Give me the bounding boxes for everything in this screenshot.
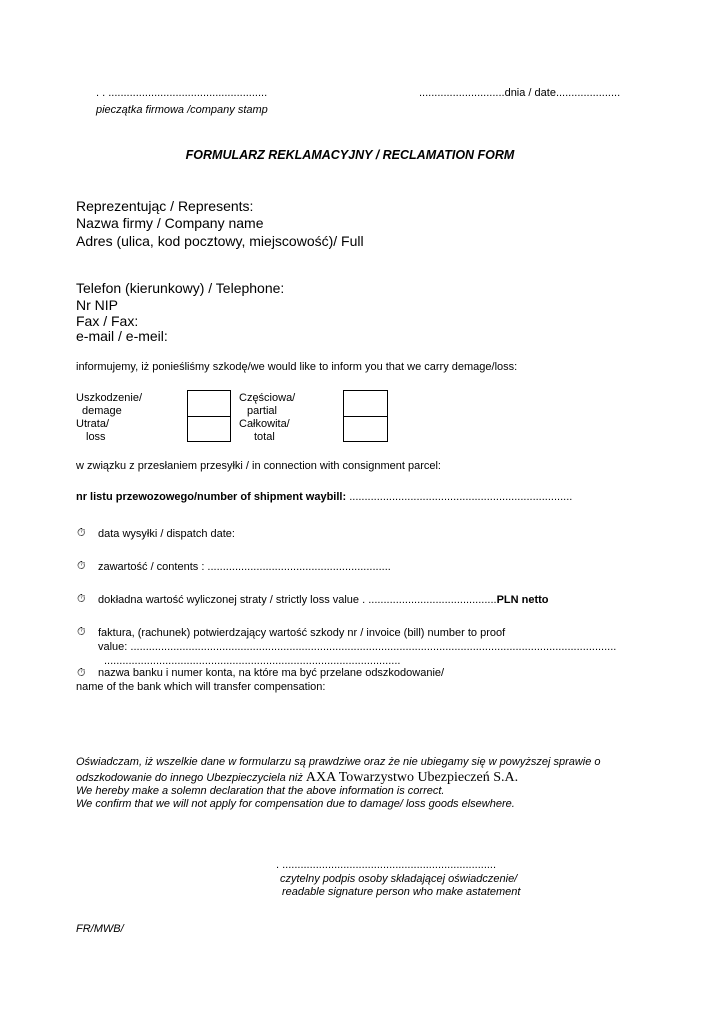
date-field: ............................dnia / date.....................: [419, 87, 621, 99]
total-checkbox[interactable]: [343, 416, 388, 442]
clock-icon: ⏱: [77, 592, 86, 605]
bank-en-label: name of the bank which will transfer compensation:: [76, 681, 326, 693]
address-label: Adres (ulica, kod pocztowy, miejscowość)/ Full: [76, 233, 364, 249]
clock-icon: ⏱: [77, 559, 86, 572]
partial-label: Częściowa/: [239, 392, 296, 404]
loss-label: Utrata/: [76, 418, 110, 430]
declaration-line-2-prefix: odszkodowanie do innego Ubezpieczyciela niż: [76, 772, 306, 784]
damage-en-label: demage: [82, 405, 122, 417]
represents-label: Reprezentując / Represents:: [76, 198, 254, 214]
email-label: e-mail / e-meil:: [76, 328, 168, 344]
bank-label: nazwa banku i numer konta, na które ma być przelane odszkodowanie/: [98, 667, 445, 679]
fax-label: Fax / Fax:: [76, 313, 139, 329]
pln-netto-label: PLN netto: [496, 594, 549, 606]
contents-label: zawartość / contents : ............................................................: [98, 561, 391, 573]
waybill-dots: .........................................................................: [349, 491, 573, 503]
partial-checkbox[interactable]: [343, 390, 388, 417]
waybill-row: [76, 491, 572, 503]
partial-en-label: partial: [247, 405, 277, 417]
company-stamp-dots: . . ....................................................: [96, 87, 268, 99]
invoice-value-line: value: ...............................................................................................................................................................: [98, 641, 617, 653]
company-stamp-label: pieczątka firmowa /company stamp: [96, 104, 268, 116]
clock-icon: ⏱: [77, 526, 86, 539]
consignment-text: w związku z przesłaniem przesyłki / in connection with consignment parcel:: [76, 460, 441, 472]
damage-checkbox[interactable]: [187, 390, 231, 417]
loss-en-label: loss: [86, 431, 106, 443]
page-title: FORMULARZ REKLAMACYJNY / RECLAMATION FORM: [185, 148, 515, 162]
invoice-dots-line: .................................................................................................: [104, 655, 401, 667]
invoice-label: faktura, (rachunek) potwierdzający wartość szkody nr / invoice (bill) number to proof: [98, 627, 506, 639]
declaration-line-4: We confirm that we will not apply for compensation due to damage/ loss goods elsewhere.: [76, 798, 515, 810]
company-name-label: Nazwa firmy / Company name: [76, 215, 264, 231]
total-label: Całkowita/: [239, 418, 290, 430]
clock-icon: ⏱: [77, 625, 86, 638]
insurer-name: AXA Towarzystwo Ubezpieczeń S.A.: [305, 770, 519, 785]
total-en-label: total: [254, 431, 275, 443]
nip-label: Nr NIP: [76, 297, 118, 313]
signature-en-label: readable signature person who make astatement: [282, 886, 521, 898]
dispatch-date-label: data wysyłki / dispatch date:: [98, 528, 235, 540]
declaration-line-2: [76, 770, 518, 786]
telephone-label: Telefon (kierunkowy) / Telephone:: [76, 280, 285, 296]
signature-dots: . ......................................................................: [276, 859, 497, 871]
form-code: FR/MWB/: [76, 923, 124, 935]
clock-icon: ⏱: [77, 666, 86, 679]
declaration-line-3: We hereby make a solemn declaration that the above information is correct.: [76, 785, 445, 797]
loss-value-label: dokładna wartość wyliczonej straty / strictly loss value . ..........................................: [98, 594, 497, 606]
inform-text: informujemy, iż ponieśliśmy szkodę/we would like to inform you that we carry demage/loss:: [76, 361, 518, 373]
loss-value-row: [98, 594, 549, 606]
damage-label: Uszkodzenie/: [76, 392, 143, 404]
signature-label: czytelny podpis osoby składającej oświadczenie/: [280, 873, 518, 885]
declaration-line-1: Oświadczam, iż wszelkie dane w formularzu są prawdziwe oraz że nie ubiegamy się w powyższej sprawie o: [76, 756, 601, 768]
loss-checkbox[interactable]: [187, 416, 231, 442]
waybill-label: nr listu przewozowego/number of shipment waybill:: [76, 491, 347, 503]
